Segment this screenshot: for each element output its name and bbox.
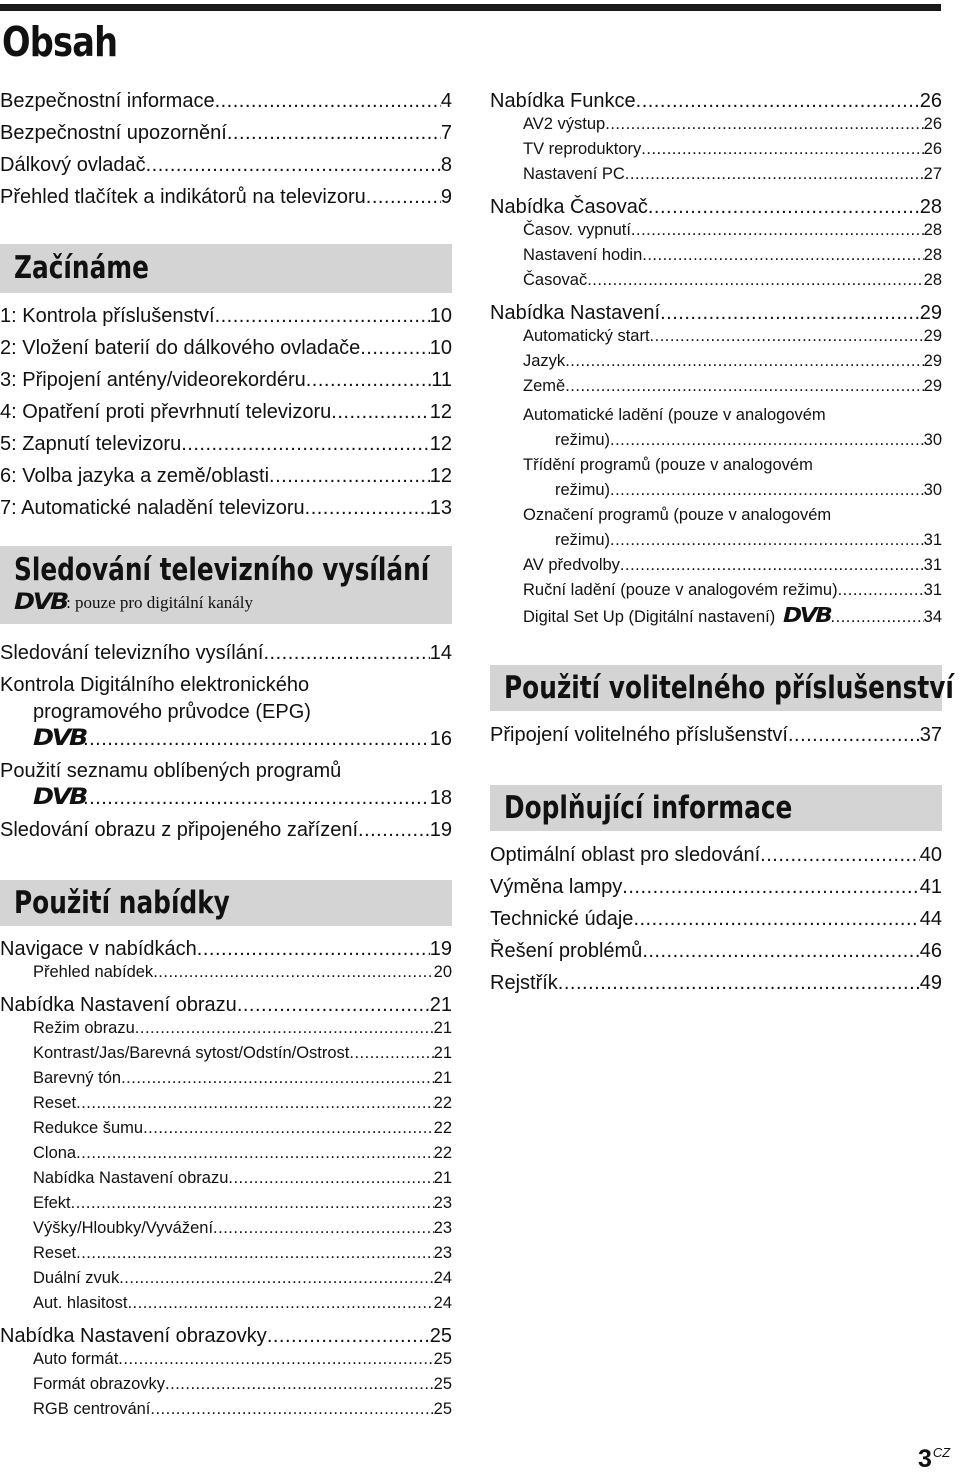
toc-entry[interactable]: Bezpečnostní upozornění ..... 7 xyxy=(0,120,452,146)
toc-entry[interactable]: Navigace v nabídkách ..... 19 xyxy=(0,936,452,962)
digital-only-note: DVB : pouze pro digitální kanály xyxy=(14,590,254,615)
section-banner-nabidky xyxy=(0,880,452,926)
language-code: CZ xyxy=(932,1445,951,1460)
toc-entry[interactable]: Sledování obrazu z připojeného zařízení ..... 19 xyxy=(0,817,452,843)
toc-subentry[interactable]: Časovač ..... 28 xyxy=(523,269,942,291)
section-banner-doplnujici xyxy=(490,785,942,831)
dvb-logo-icon: DVB xyxy=(783,604,831,627)
toc-entry[interactable]: Výměna lampy ..... 41 xyxy=(490,874,942,900)
toc-subentry[interactable]: Aut. hlasitost ..... 24 xyxy=(33,1292,452,1314)
toc-subentry[interactable]: Formát obrazovky ..... 25 xyxy=(33,1373,452,1395)
toc-entry[interactable]: 2: Vložení baterií do dálkového ovladače ..... 10 xyxy=(0,335,452,361)
toc-entry-line[interactable]: Označení programů (pouze v analogovém xyxy=(523,506,832,524)
toc-subentry[interactable]: Výšky/Hloubky/Vyvážení ..... 23 xyxy=(33,1217,452,1239)
toc-entry[interactable]: 1: Kontrola příslušenství ..... 10 xyxy=(0,303,452,329)
dvb-logo-icon: DVB xyxy=(33,785,86,810)
page-title: Obsah xyxy=(2,18,118,66)
toc-entry[interactable]: AV předvolby ..... 31 xyxy=(523,554,942,576)
section-banner-sledovani xyxy=(0,546,452,624)
toc-entry[interactable]: Bezpečnostní informace ..... 4 xyxy=(0,88,452,114)
toc-entry[interactable]: 7: Automatické naladění televizoru ..... 13 xyxy=(0,495,452,521)
toc-subentry[interactable]: Jazyk ..... 29 xyxy=(523,350,942,372)
toc-subentry[interactable]: Reset ..... 22 xyxy=(33,1092,452,1114)
toc-subentry[interactable]: Nastavení hodin ..... 28 xyxy=(523,244,942,266)
toc-entry[interactable]: Přehled tlačítek a indikátorů na televizoru ..... 9 xyxy=(0,184,452,210)
toc-entry-line[interactable]: programového průvodce (EPG) xyxy=(33,701,311,723)
dvb-logo-icon: DVB xyxy=(33,726,86,751)
toc-entry[interactable]: Optimální oblast pro sledování ..... 40 xyxy=(490,842,942,868)
section-title: Doplňující informace xyxy=(504,790,793,826)
section-banner-zaciname xyxy=(0,244,452,293)
toc-entry[interactable]: DVB ..... 18 xyxy=(33,785,452,811)
section-banner-prislusenstvi xyxy=(490,665,954,711)
toc-entry[interactable]: Nabídka Nastavení obrazu ..... 21 xyxy=(0,992,452,1018)
toc-entry[interactable]: Nabídka Nastavení obrazovky ..... 25 xyxy=(0,1323,452,1349)
toc-subentry[interactable]: Nabídka Nastavení obrazu ..... 21 xyxy=(33,1167,452,1189)
toc-subentry[interactable]: Redukce šumu ..... 22 xyxy=(33,1117,452,1139)
toc-entry[interactable]: Digital Set Up (Digitální nastavení) DVB ..... 34 xyxy=(523,604,942,628)
toc-subentry[interactable]: Automatický start ..... 29 xyxy=(523,325,942,347)
toc-subentry[interactable]: Režim obrazu ..... 21 xyxy=(33,1017,452,1039)
toc-entry-line[interactable]: Třídění programů (pouze v analogovém xyxy=(523,456,813,474)
toc-subentry[interactable]: Efekt ..... 23 xyxy=(33,1192,452,1214)
toc-entry[interactable]: Technické údaje ..... 44 xyxy=(490,906,942,932)
toc-entry[interactable]: Rejstřík ..... 49 xyxy=(490,970,942,996)
toc-subentry[interactable]: Reset ..... 23 xyxy=(33,1242,452,1264)
section-title: Sledování televizního vysílání xyxy=(14,552,430,588)
page-number: $3^{CZ}$ xyxy=(918,1445,951,1473)
toc-entry-line[interactable]: Automatické ladění (pouze v analogovém xyxy=(523,406,826,424)
toc-subentry[interactable]: AV2 výstup ..... 26 xyxy=(523,113,942,135)
toc-entry[interactable]: Řešení problémů ..... 46 xyxy=(490,938,942,964)
toc-subentry[interactable]: Barevný tón ..... 21 xyxy=(33,1067,452,1089)
toc-entry-line[interactable]: Použití seznamu oblíbených programů xyxy=(0,760,342,782)
toc-entry[interactable]: Dálkový ovladač ..... 8 xyxy=(0,152,452,178)
section-title: Použití nabídky xyxy=(14,885,230,921)
section-title: Použití volitelného příslušenství xyxy=(504,670,954,706)
toc-entry[interactable]: 6: Volba jazyka a země/oblasti ..... 12 xyxy=(0,463,452,489)
toc-subentry[interactable]: Clona ..... 22 xyxy=(33,1142,452,1164)
toc-subentry[interactable]: Kontrast/Jas/Barevná sytost/Odstín/Ostrost ..... 21 xyxy=(33,1042,452,1064)
dvb-logo-icon: DVB xyxy=(14,590,67,615)
toc-entry[interactable]: Sledování televizního vysílání ..... 14 xyxy=(0,640,452,666)
toc-entry[interactable]: režimu) ..... 31 xyxy=(555,529,942,551)
toc-subentry[interactable]: Přehled nabídek ..... 20 xyxy=(33,961,452,983)
toc-entry[interactable]: 4: Opatření proti převrhnutí televizoru ..... 12 xyxy=(0,399,452,425)
toc-subentry[interactable]: TV reproduktory ..... 26 xyxy=(523,138,942,160)
toc-subentry[interactable]: Duální zvuk ..... 24 xyxy=(33,1267,452,1289)
section-title: Začínáme xyxy=(14,250,149,286)
toc-entry[interactable]: 5: Zapnutí televizoru ..... 12 xyxy=(0,431,452,457)
toc-subentry[interactable]: Země ..... 29 xyxy=(523,375,942,397)
toc-entry[interactable]: Připojení volitelného příslušenství ..... 37 xyxy=(490,722,942,748)
toc-subentry[interactable]: Auto formát ..... 25 xyxy=(33,1348,452,1370)
toc-entry[interactable]: Nabídka Nastavení ..... 29 xyxy=(490,300,942,326)
toc-entry[interactable]: DVB ..... 16 xyxy=(33,726,452,752)
toc-subentry[interactable]: RGB centrování ..... 25 xyxy=(33,1398,452,1420)
top-rule xyxy=(0,4,941,11)
toc-entry[interactable]: 3: Připojení antény/videorekordéru ..... 11 xyxy=(0,367,452,393)
toc-entry[interactable]: režimu) ..... 30 xyxy=(555,479,942,501)
toc-entry[interactable]: Nabídka Funkce ..... 26 xyxy=(490,88,942,114)
toc-subentry[interactable]: Časov. vypnutí ..... 28 xyxy=(523,219,942,241)
toc-entry[interactable]: Nabídka Časovač ..... 28 xyxy=(490,194,942,220)
toc-subentry[interactable]: Nastavení PC ..... 27 xyxy=(523,163,942,185)
toc-entry[interactable]: režimu) ..... 30 xyxy=(555,429,942,451)
toc-entry[interactable]: Ruční ladění (pouze v analogovém režimu) ..... 31 xyxy=(523,579,942,601)
toc-entry-line[interactable]: Kontrola Digitálního elektronického xyxy=(0,674,310,696)
